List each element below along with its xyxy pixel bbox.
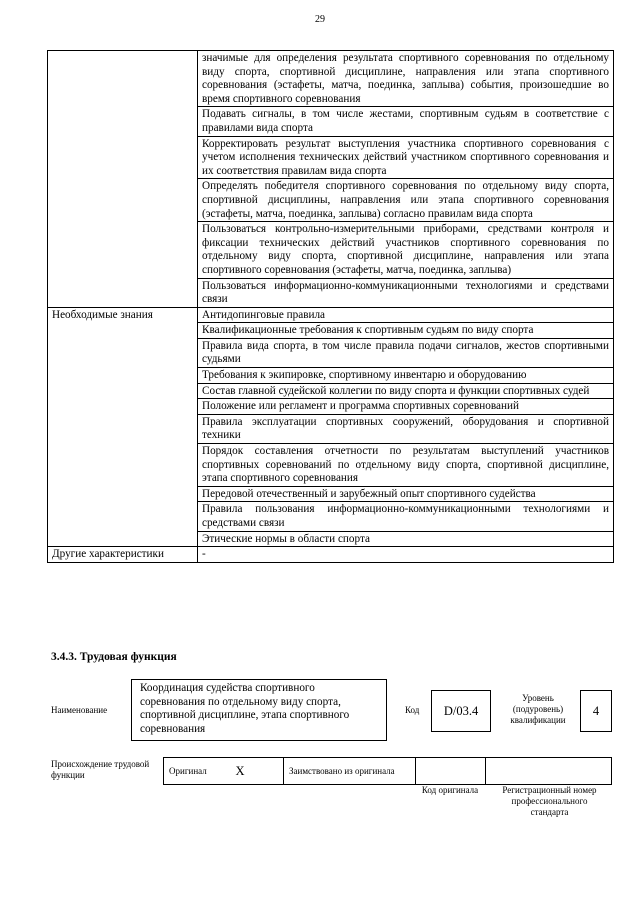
original-label: Оригинал [164,758,222,785]
table-cell-right: Определять победителя спортивного соревнования по отдельному виду спорта, спортивной дисциплины, направления или этапа спортивного соревнования (эстафеты, матча, поединка, заплыва) согласно правилам вида спорта [198,179,614,222]
original-code-caption: Код оригинала [421,785,479,795]
function-name-box: Координация судейства спортивного соревнования по отдельному виду спорта, спортивной дисциплине, этапа спортивного соревнования [131,679,387,741]
page-number: 29 [315,14,325,25]
table-cell-right: Подавать сигналы, в том числе жестами, спортивным судьям в соответствие с правилами вида спорта [198,107,614,136]
table-cell-right: Передовой отечественный и зарубежный опыт спортивного судейства [198,486,614,502]
table-cell-right: Квалификационные требования к спортивным судьям по виду спорта [198,323,614,339]
table-cell-right: Положение или регламент и программа спортивных соревнований [198,399,614,415]
table-cell-right: Правила вида спорта, в том числе правила подачи сигналов, жестов спортивными судьями [198,338,614,367]
table-cell-right: значимые для определения результата спортивного соревнования по отдельному виду спорта, спортивной дисциплине, направления или этапа спортивного соревнования (эстафеты, матча, поединка, заплыва) события, произошедшие во время спортивного соревнования [198,51,614,107]
table-cell-left [48,51,198,308]
borrowed-label: Заимствовано из оригинала [284,758,416,785]
registration-number-cell [486,758,612,785]
table-cell-left: Необходимые знания [48,307,198,547]
origin-label: Происхождение трудовой функции [51,759,150,780]
table-cell-right: Этические нормы в области спорта [198,531,614,547]
table-cell-right: Корректировать результат выступления участника спортивного соревнования с учетом исполнения технических действий участником спортивного соревнования и их соответствия правилам вида спорта [198,136,614,179]
registration-number-caption: Регистрационный номер профессионального стандарта [502,785,597,817]
table-cell-right: - [198,547,614,563]
original-mark: X [222,758,284,785]
table-row [48,51,614,107]
table-row [48,307,614,323]
table-cell-right: Пользоваться контрольно-измерительными приборами, средствами контроля и фиксации технических действий участников спортивного соревнования по отдельному виду спорта, спортивной дисциплине, направления или этапа спортивного соревнования (эстафеты, матча, поединка, заплыва) [198,222,614,278]
table-cell-right: Пользоваться информационно-коммуникационными технологиями и средствами связи [198,278,614,307]
table-row [48,547,614,563]
code-label: Код [405,705,420,715]
table-cell-right: Порядок составления отчетности по результатам выступлений участников спортивных соревнований по отдельному виду спорта, спортивной дисциплине, этапа спортивного соревнования [198,444,614,487]
table-cell-right: Состав главной судейской коллегии по виду спорта и функции спортивных судей [198,383,614,399]
skills-knowledge-table [47,50,614,563]
name-label: Наименование [51,705,108,715]
table-cell-right: Антидопинговые правила [198,307,614,323]
table-cell-right: Правила пользования информационно-коммуникационными технологиями и средствами связи [198,502,614,531]
section-title: 3.4.3. Трудовая функция [51,651,177,663]
qualification-level-box: 4 [580,690,612,732]
level-label: Уровень (подуровень) квалификации [510,693,566,725]
function-code-box: D/03.4 [431,690,491,732]
origin-table [163,757,612,785]
table-cell-left: Другие характеристики [48,547,198,563]
table-cell-right: Правила эксплуатации спортивных сооружений, оборудования и спортивной техники [198,414,614,443]
table-cell-right: Требования к экипировке, спортивному инвентарю и оборудованию [198,368,614,384]
original-code-cell [416,758,486,785]
